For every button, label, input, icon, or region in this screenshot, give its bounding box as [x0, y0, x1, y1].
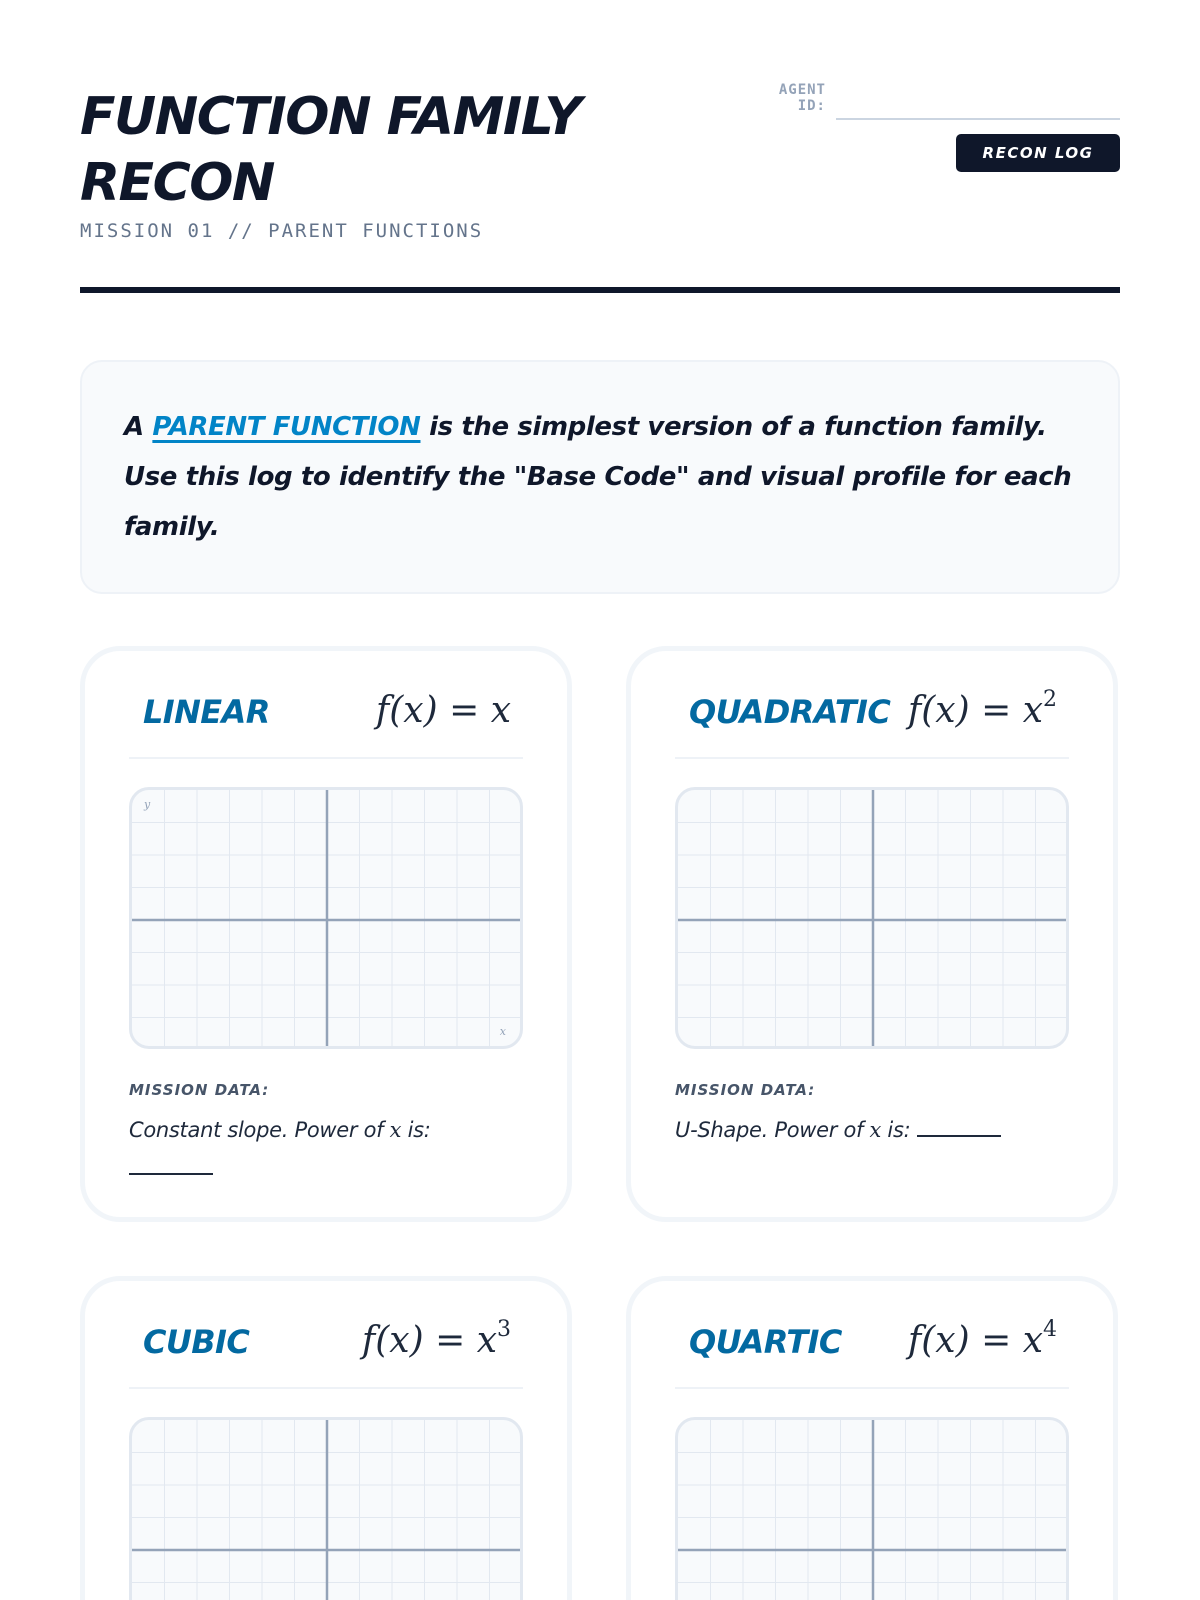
card-title: LINEAR	[143, 693, 270, 731]
card-title: QUADRATIC	[689, 693, 891, 731]
x-axis-label: x	[499, 1025, 506, 1038]
answer-blank[interactable]	[129, 1157, 213, 1175]
card-quadratic	[626, 646, 1118, 1222]
card-formula	[908, 1317, 1057, 1361]
formula-exponent: 2	[1043, 687, 1057, 712]
coordinate-grid[interactable]	[129, 787, 523, 1049]
mission-subtitle: MISSION 01 // PARENT FUNCTIONS	[80, 220, 484, 242]
mission-data-label: MISSION DATA:	[129, 1081, 270, 1099]
coordinate-grid[interactable]	[675, 1417, 1069, 1600]
card-title: QUARTIC	[689, 1323, 842, 1361]
mission-data-text	[129, 1111, 529, 1187]
card-formula	[908, 687, 1057, 731]
coordinate-grid[interactable]	[675, 787, 1069, 1049]
answer-blank[interactable]	[917, 1119, 1001, 1137]
card-header	[675, 1317, 1069, 1389]
header-divider	[80, 287, 1120, 293]
formula-base: f(x) = x	[907, 1320, 1043, 1361]
mission-data-text	[675, 1111, 1075, 1149]
intro-text: is the simplest version of a function family. Use this log to identify the "Base Code" and visual profile for each family.	[124, 412, 1072, 542]
grid-lines	[678, 790, 1066, 1046]
agent-id-field[interactable]	[836, 118, 1120, 120]
page-title: FUNCTION FAMILY RECON	[80, 87, 581, 213]
agent-id-label: AGENT ID:	[778, 82, 826, 114]
formula-exponent: 3	[497, 1317, 511, 1342]
card-cubic	[80, 1276, 572, 1600]
card-header	[675, 687, 1069, 759]
desc-after: is:	[881, 1118, 911, 1142]
intro-box	[80, 360, 1120, 594]
parent-function-term: PARENT FUNCTION	[152, 412, 421, 442]
card-quartic	[626, 1276, 1118, 1600]
card-formula	[362, 1317, 511, 1361]
grid-lines	[132, 1420, 520, 1600]
card-formula	[376, 687, 511, 731]
desc-after: is:	[401, 1118, 431, 1142]
mission-data-label: MISSION DATA:	[675, 1081, 816, 1099]
intro-prefix: A	[124, 412, 153, 442]
grid-lines	[678, 1420, 1066, 1600]
formula-base: f(x) = x	[361, 1320, 497, 1361]
desc-variable: x	[869, 1118, 882, 1142]
formula-base: f(x) = x	[375, 690, 511, 731]
card-title: CUBIC	[143, 1323, 250, 1361]
desc-before: U-Shape. Power of	[675, 1118, 870, 1142]
recon-log-badge: RECON LOG	[956, 134, 1120, 172]
card-header	[129, 1317, 523, 1389]
grid-lines	[132, 790, 520, 1046]
desc-before: Constant slope. Power of	[129, 1118, 390, 1142]
coordinate-grid[interactable]	[129, 1417, 523, 1600]
y-axis-label: y	[144, 798, 151, 811]
card-header	[129, 687, 523, 759]
formula-base: f(x) = x	[907, 690, 1043, 731]
formula-exponent: 4	[1043, 1317, 1057, 1342]
desc-variable: x	[389, 1118, 402, 1142]
card-linear	[80, 646, 572, 1222]
